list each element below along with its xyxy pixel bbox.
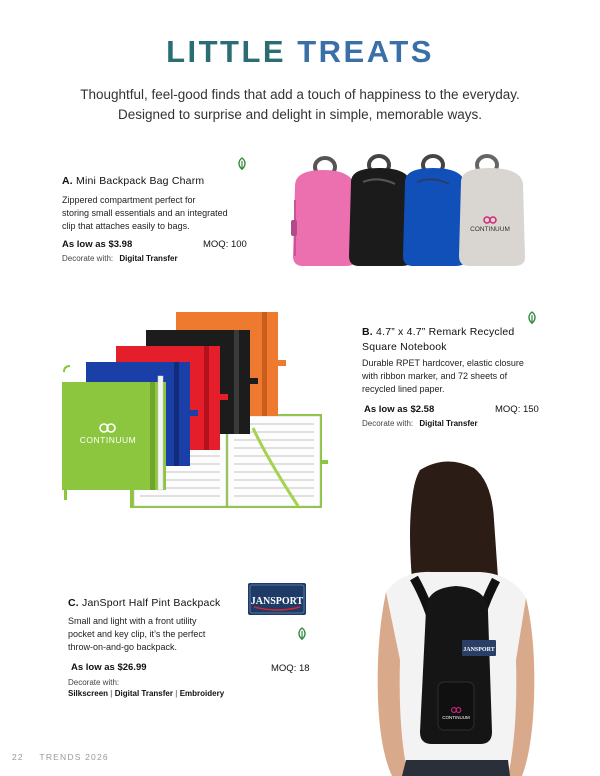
product-a-moq: MOQ: 100 [203,239,247,250]
jansport-logo-patch [248,583,306,615]
product-b-letter: B. [362,326,373,338]
notebook-image [58,310,328,510]
decorate-methods: Digital Transfer [119,254,178,263]
decorate-methods: Digital Transfer [419,419,478,428]
product-b-name-line-2: Square Notebook [362,341,447,353]
product-c-desc-line: throw-on-and-go backpack. [68,642,178,652]
product-b-desc-line: Durable RPET hardcover, elastic closure [362,358,524,368]
subtitle-line-2: Designed to surprise and delight in simple, memorable ways. [118,107,482,122]
product-c-desc-line: pocket and key clip, it’s the perfect [68,629,206,639]
product-a-title [62,175,204,187]
title-word-treats: TREATS [297,34,434,69]
product-b-desc-line: with ribbon marker, and 72 sheets of [362,371,508,381]
decorate-method: Silkscreen [68,689,109,698]
eco-leaf-icon [236,157,248,171]
bag-charm-image [283,150,545,272]
decorate-methods: Silkscreen | Digital Transfer | Embroidery [68,689,225,698]
bag-charm-pink [291,158,357,266]
product-b-price: As low as $2.58 [364,404,435,415]
eco-leaf-icon [526,311,538,325]
pen [158,376,163,490]
bag-charm-gray [459,156,525,266]
product-b-title [362,325,514,355]
eco-leaf-icon [296,627,308,641]
product-a-price: As low as $3.98 [62,239,133,250]
page-subtitle [40,85,560,125]
product-c-title [68,597,221,609]
product-a-description [62,194,262,233]
page-number: 22 [12,752,24,762]
decorate-method: Digital Transfer [114,689,173,698]
product-b-desc-line: recycled lined paper. [362,384,445,394]
product-a-letter: A. [62,175,73,187]
decorate-method: Embroidery [179,689,225,698]
backpack-model-image [372,460,540,776]
product-c-desc-line: Small and light with a front utility [68,616,197,626]
page-footer [12,752,109,762]
backpack-jansport-text: JANSPORT [463,647,495,653]
product-c-letter: C. [68,597,79,609]
backpack-logo-text: CONTINUUM [442,715,470,720]
subtitle-line-1: Thoughtful, feel-good finds that add a touch of happiness to the everyday. [80,87,520,102]
product-c-name: JanSport Half Pint Backpack [82,597,221,609]
notebook-logo-text: CONTINUUM [79,435,137,445]
product-b-decorate [362,419,478,428]
product-c-decorate [68,677,224,699]
product-a-decorate [62,254,178,263]
publication-name: TRENDS 2026 [39,752,109,762]
product-a-desc-line: clip that attaches easily to bags. [62,221,190,231]
jansport-logo-text: JANSPORT [250,596,304,607]
product-c-price: As low as $26.99 [71,662,147,673]
title-word-little: LITTLE [166,34,287,69]
product-a-desc-line: Zippered compartment perfect for [62,195,196,205]
decorate-label: Decorate with: [62,254,114,263]
product-b-name-line-1: 4.7” x 4.7” Remark Recycled [376,326,515,338]
product-c-description [68,615,248,654]
decorate-label: Decorate with: [362,419,414,428]
charm-logo-text: CONTINUUM [470,226,510,233]
bag-charm-blue [403,156,467,266]
product-a-name: Mini Backpack Bag Charm [76,175,205,187]
product-a-desc-line: storing small essentials and an integrated [62,208,228,218]
decorate-label: Decorate with: [68,678,120,687]
product-c-moq: MOQ: 18 [271,663,310,674]
product-b-description [362,357,562,396]
product-b-moq: MOQ: 150 [495,404,539,415]
page-title [0,34,600,70]
